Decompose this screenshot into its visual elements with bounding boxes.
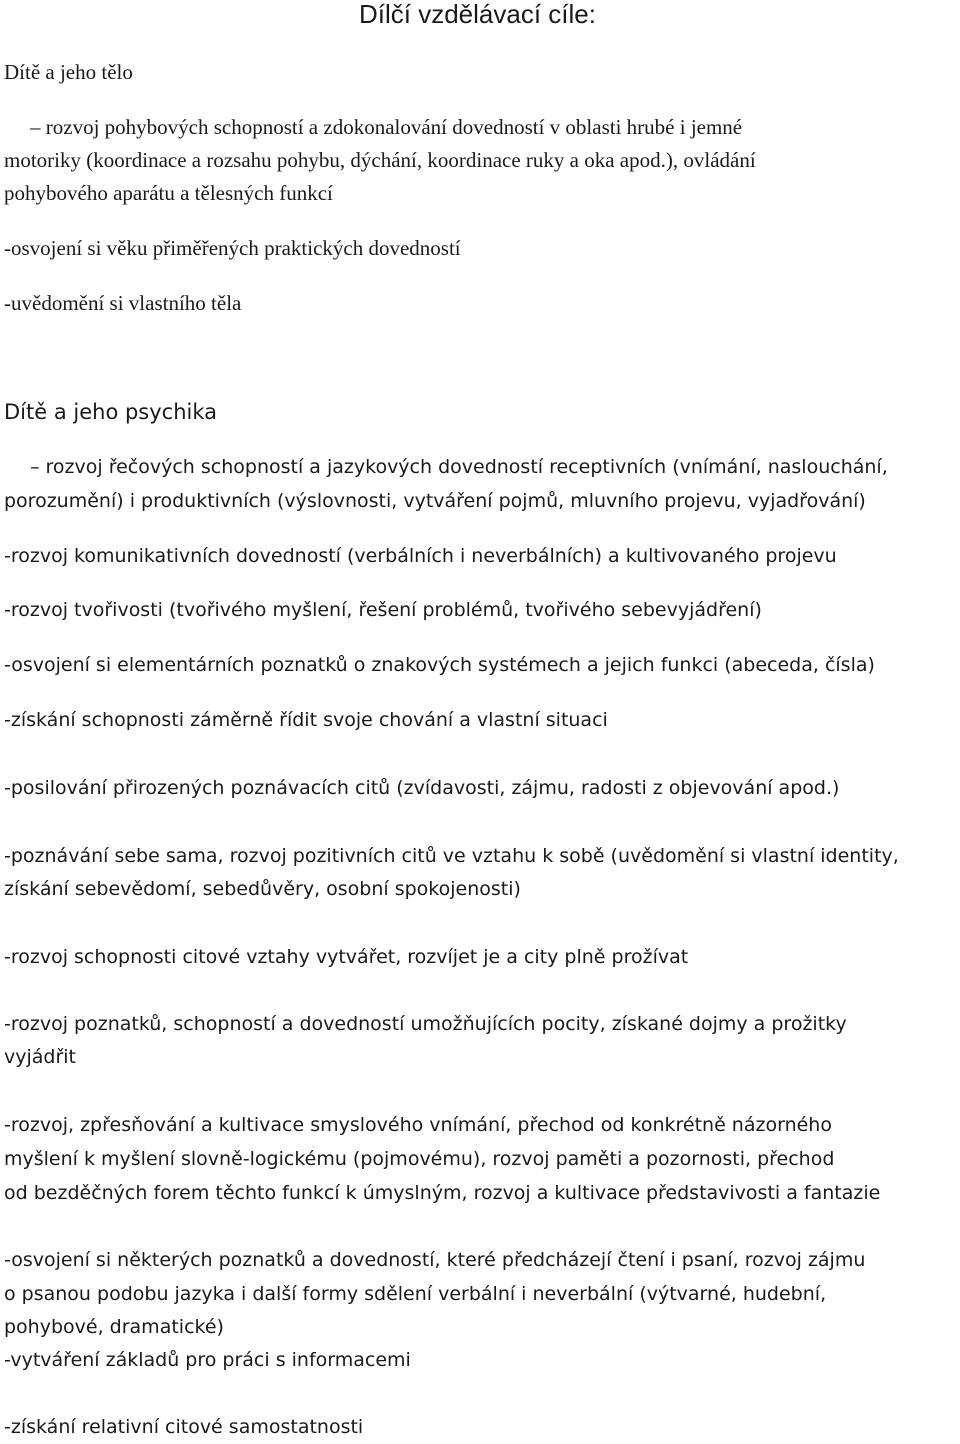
text-line: porozumění) i produktivních (výslovnosti, vytváření pojmů, mluvního projevu, vyjadřování) <box>4 490 866 512</box>
text-line: -vytváření základů pro práci s informacemi <box>4 1349 411 1371</box>
text-line: pohybového aparátu a tělesných funkcí <box>4 181 333 205</box>
text-line: -osvojení si věku přiměřených praktických dovedností <box>4 236 461 260</box>
section-heading-psyche: Dítě a jeho psychika <box>4 400 218 424</box>
text-line: – rozvoj řečových schopností a jazykových dovedností receptivních (vnímání, naslouchání, <box>30 456 888 478</box>
text-line: -rozvoj tvořivosti (tvořivého myšlení, řešení problémů, tvořivého sebevyjádření) <box>4 599 762 621</box>
text-line: vyjádřit <box>4 1046 77 1068</box>
text-line: -získání relativní citové samostatnosti <box>4 1416 364 1438</box>
text-line: -rozvoj komunikativních dovedností (verbálních i neverbálních) a kultivovaného projevu <box>4 545 837 567</box>
text-line: -rozvoj poznatků, schopností a dovedností umožňujících pocity, získané dojmy a prožitky <box>4 1013 847 1035</box>
text-line: -rozvoj, zpřesňování a kultivace smyslového vnímání, přechod od konkrétně názorného <box>4 1114 832 1136</box>
text-line: -poznávání sebe sama, rozvoj pozitivních citů ve vztahu k sobě (uvědomění si vlastní identity, <box>4 845 899 867</box>
text-line: motoriky (koordinace a rozsahu pohybu, dýchání, koordinace ruky a oka apod.), ovládání <box>4 148 756 172</box>
text-line: -rozvoj schopnosti citové vztahy vytvářet, rozvíjet je a city plně prožívat <box>4 946 689 968</box>
text-line: o psanou podobu jazyka i další formy sdělení verbální i neverbální (výtvarné, hudební, <box>4 1283 827 1305</box>
text-line: získání sebevědomí, sebedůvěry, osobní spokojenosti) <box>4 878 521 900</box>
text-line: -posilování přirozených poznávacích citů (zvídavosti, zájmu, radosti z objevování apod.) <box>4 777 840 799</box>
text-line: – rozvoj pohybových schopností a zdokonalování dovedností v oblasti hrubé i jemné <box>30 115 743 139</box>
text-line: -uvědomění si vlastního těla <box>4 291 242 315</box>
section-heading-body: Dítě a jeho tělo <box>4 60 133 84</box>
text-line: od bezděčných forem těchto funkcí k úmyslným, rozvoj a kultivace představivosti a fantazie <box>4 1182 881 1204</box>
text-line: myšlení k myšlení slovně-logickému (pojmovému), rozvoj paměti a pozornosti, přechod <box>4 1148 835 1170</box>
text-line: -osvojení si elementárních poznatků o znakových systémech a jejich funkci (abeceda, čísla) <box>4 654 875 676</box>
text-line: pohybové, dramatické) <box>4 1316 224 1338</box>
text-line: -získání schopnosti záměrně řídit svoje chování a vlastní situaci <box>4 709 608 731</box>
text-line: -osvojení si některých poznatků a dovedností, které předcházejí čtení i psaní, rozvoj zájmu <box>4 1249 866 1271</box>
page-title: Dílčí vzdělávací cíle: <box>359 0 596 29</box>
